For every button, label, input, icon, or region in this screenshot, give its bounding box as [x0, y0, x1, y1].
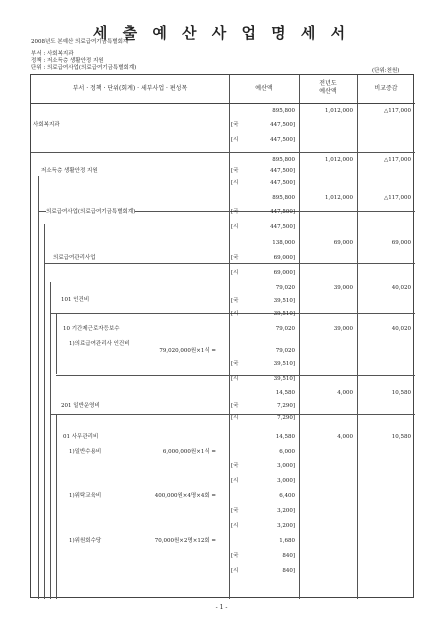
- r1-label: 사회복지과: [33, 122, 60, 128]
- r7-prev: 4,000: [337, 390, 353, 396]
- r3-si-label: [시: [231, 224, 239, 230]
- r8-label: 01 사무관리비: [63, 434, 99, 440]
- col-header-diff: 비교증감: [374, 85, 398, 92]
- r7-amount: 14,580: [275, 390, 295, 396]
- r8-item3-gook-label: [국: [231, 553, 239, 559]
- r8-item2-amount: 6,400: [279, 493, 295, 499]
- r8-item1-si-label: [시: [231, 478, 239, 484]
- r8-item3-label: 1)위원회수당: [69, 538, 102, 544]
- r5-diff: 40,020: [391, 285, 411, 291]
- r8-item3-formula: 70,000원×2명×12회 =: [154, 538, 216, 544]
- r8-item1-formula: 6,000,000원×1식 =: [162, 449, 216, 455]
- r5-amount: 79,020: [275, 285, 295, 291]
- r2-gook: 447,500]: [270, 168, 295, 174]
- row-sep-3: [44, 263, 415, 264]
- r1-si: 447,500]: [270, 137, 295, 143]
- r7-gook-label: [국: [231, 403, 239, 409]
- col-sep-prev: [299, 75, 300, 599]
- r8-item3-si: 840]: [282, 568, 295, 574]
- r3-amount: 895,800: [272, 195, 295, 201]
- year-line: 2008년도 본예산 의료급여기금특별회계: [31, 39, 129, 45]
- r3-gook-label: [국: [231, 209, 239, 215]
- r8-item2-si-label: [시: [231, 523, 239, 529]
- r7-gook: 7,290]: [277, 403, 295, 409]
- col-header-prev: 전년도 예산액: [319, 80, 337, 95]
- r2-diff: △117,000: [384, 157, 411, 163]
- r2-amount: 895,800: [272, 157, 295, 163]
- r8-item1-si: 3,000]: [277, 478, 295, 484]
- r6-gook-label: [국: [231, 361, 239, 367]
- r1-gook-label: [국: [231, 122, 239, 128]
- r4-prev: 69,000: [333, 240, 353, 246]
- r8-item1-gook-label: [국: [231, 463, 239, 469]
- r3-prev: 1,012,000: [325, 195, 353, 201]
- r3-label: 의료급여사업(의료급여기금특별회계): [46, 209, 136, 215]
- r8-item3-gook: 840]: [282, 553, 295, 559]
- r6-si: 39,510]: [273, 376, 295, 382]
- r5-si-label: [시: [231, 311, 239, 317]
- r2-prev: 1,012,000: [325, 157, 353, 163]
- r6-gook: 39,510]: [273, 361, 295, 367]
- r1-diff: △117,000: [384, 108, 411, 114]
- r6-si-label: [시: [231, 376, 239, 382]
- r8-item1-gook: 3,000]: [277, 463, 295, 469]
- header-bottom-line: [31, 103, 415, 104]
- policy-line: 정책 : 저소득층 생활안정 지원: [31, 58, 104, 64]
- r8-prev: 4,000: [337, 434, 353, 440]
- nest-line-4b: [56, 414, 57, 599]
- r2-si: 447,500]: [270, 180, 295, 186]
- r7-si: 7,290]: [277, 415, 295, 421]
- page-number: - 1 -: [215, 604, 228, 611]
- r8-item2-label: 1)위탁교육비: [69, 493, 102, 499]
- r5-si: 39,510]: [273, 311, 295, 317]
- r4-si-label: [시: [231, 270, 239, 276]
- nest-line-1: [38, 176, 39, 599]
- dept-line: 부서 : 사회복지과: [31, 51, 74, 57]
- col-sep-amount: [229, 75, 230, 599]
- r2-label: 저소득층 생활안정 지원: [41, 168, 98, 174]
- r6-formula: 79,020,000원×1식 =: [159, 348, 216, 354]
- r6-diff: 40,020: [391, 326, 411, 332]
- r4-amount: 138,000: [272, 240, 295, 246]
- r8-item2-formula: 400,000원×4명×4회 =: [154, 493, 216, 499]
- r4-label: 의료급여관리사업: [53, 255, 96, 261]
- r6-formula-amount: 79,020: [275, 348, 295, 354]
- r6-label: 10 기간제근로자등보수: [63, 326, 120, 332]
- r5-label: 101 인건비: [61, 297, 90, 303]
- r4-si: 69,000]: [273, 270, 295, 276]
- r2-si-label: [시: [231, 180, 239, 186]
- row-sep-1: [31, 152, 415, 153]
- currency-unit: (단위:천원): [372, 68, 400, 74]
- col-header-amount: 예산액: [255, 85, 273, 92]
- r5-gook: 39,510]: [273, 298, 295, 304]
- r6-amount: 79,020: [275, 326, 295, 332]
- r3-si: 447,500]: [270, 224, 295, 230]
- r8-item2-gook-label: [국: [231, 508, 239, 514]
- r8-item2-gook: 3,200]: [277, 508, 295, 514]
- r7-diff: 10,580: [391, 390, 411, 396]
- r6-prev: 39,000: [333, 326, 353, 332]
- r8-diff: 10,580: [391, 434, 411, 440]
- r5-gook-label: [국: [231, 298, 239, 304]
- r4-diff: 69,000: [391, 240, 411, 246]
- r1-si-label: [시: [231, 137, 239, 143]
- r8-amount: 14,580: [275, 434, 295, 440]
- r1-amount: 895,800: [272, 108, 295, 114]
- nest-line-3: [50, 282, 51, 599]
- r8-item1-label: 1)일반수용비: [69, 449, 102, 455]
- col-sep-diff: [357, 75, 358, 599]
- r3-gook: 447,500]: [270, 209, 295, 215]
- r7-si-label: [시: [231, 415, 239, 421]
- budget-table: [30, 74, 414, 598]
- r6-sub-label: 1)의료급여관리사 인건비: [69, 341, 130, 347]
- nest-line-2: [44, 224, 45, 599]
- col-header-name: 부서 · 정책 · 단위(회계) · 세부사업 · 편성목: [72, 85, 188, 92]
- r2-gook-label: [국: [231, 168, 239, 174]
- r4-gook-label: [국: [231, 255, 239, 261]
- r8-item1-amount: 6,000: [279, 449, 295, 455]
- nest-line-4a: [56, 314, 57, 374]
- r4-gook: 69,000]: [273, 255, 295, 261]
- r1-prev: 1,012,000: [325, 108, 353, 114]
- r3-diff: △117,000: [384, 195, 411, 201]
- r8-item3-si-label: [시: [231, 568, 239, 574]
- r1-gook: 447,500]: [270, 122, 295, 128]
- document-title: 세 출 예 산 사 업 명 세 서: [92, 24, 351, 42]
- r5-prev: 39,000: [333, 285, 353, 291]
- unit-line: 단위 : 의료급여사업(의료급여기금특별회계): [31, 65, 137, 71]
- r8-item3-amount: 1,680: [279, 538, 295, 544]
- r8-item2-si: 3,200]: [277, 523, 295, 529]
- r7-label: 201 일반운영비: [61, 403, 100, 409]
